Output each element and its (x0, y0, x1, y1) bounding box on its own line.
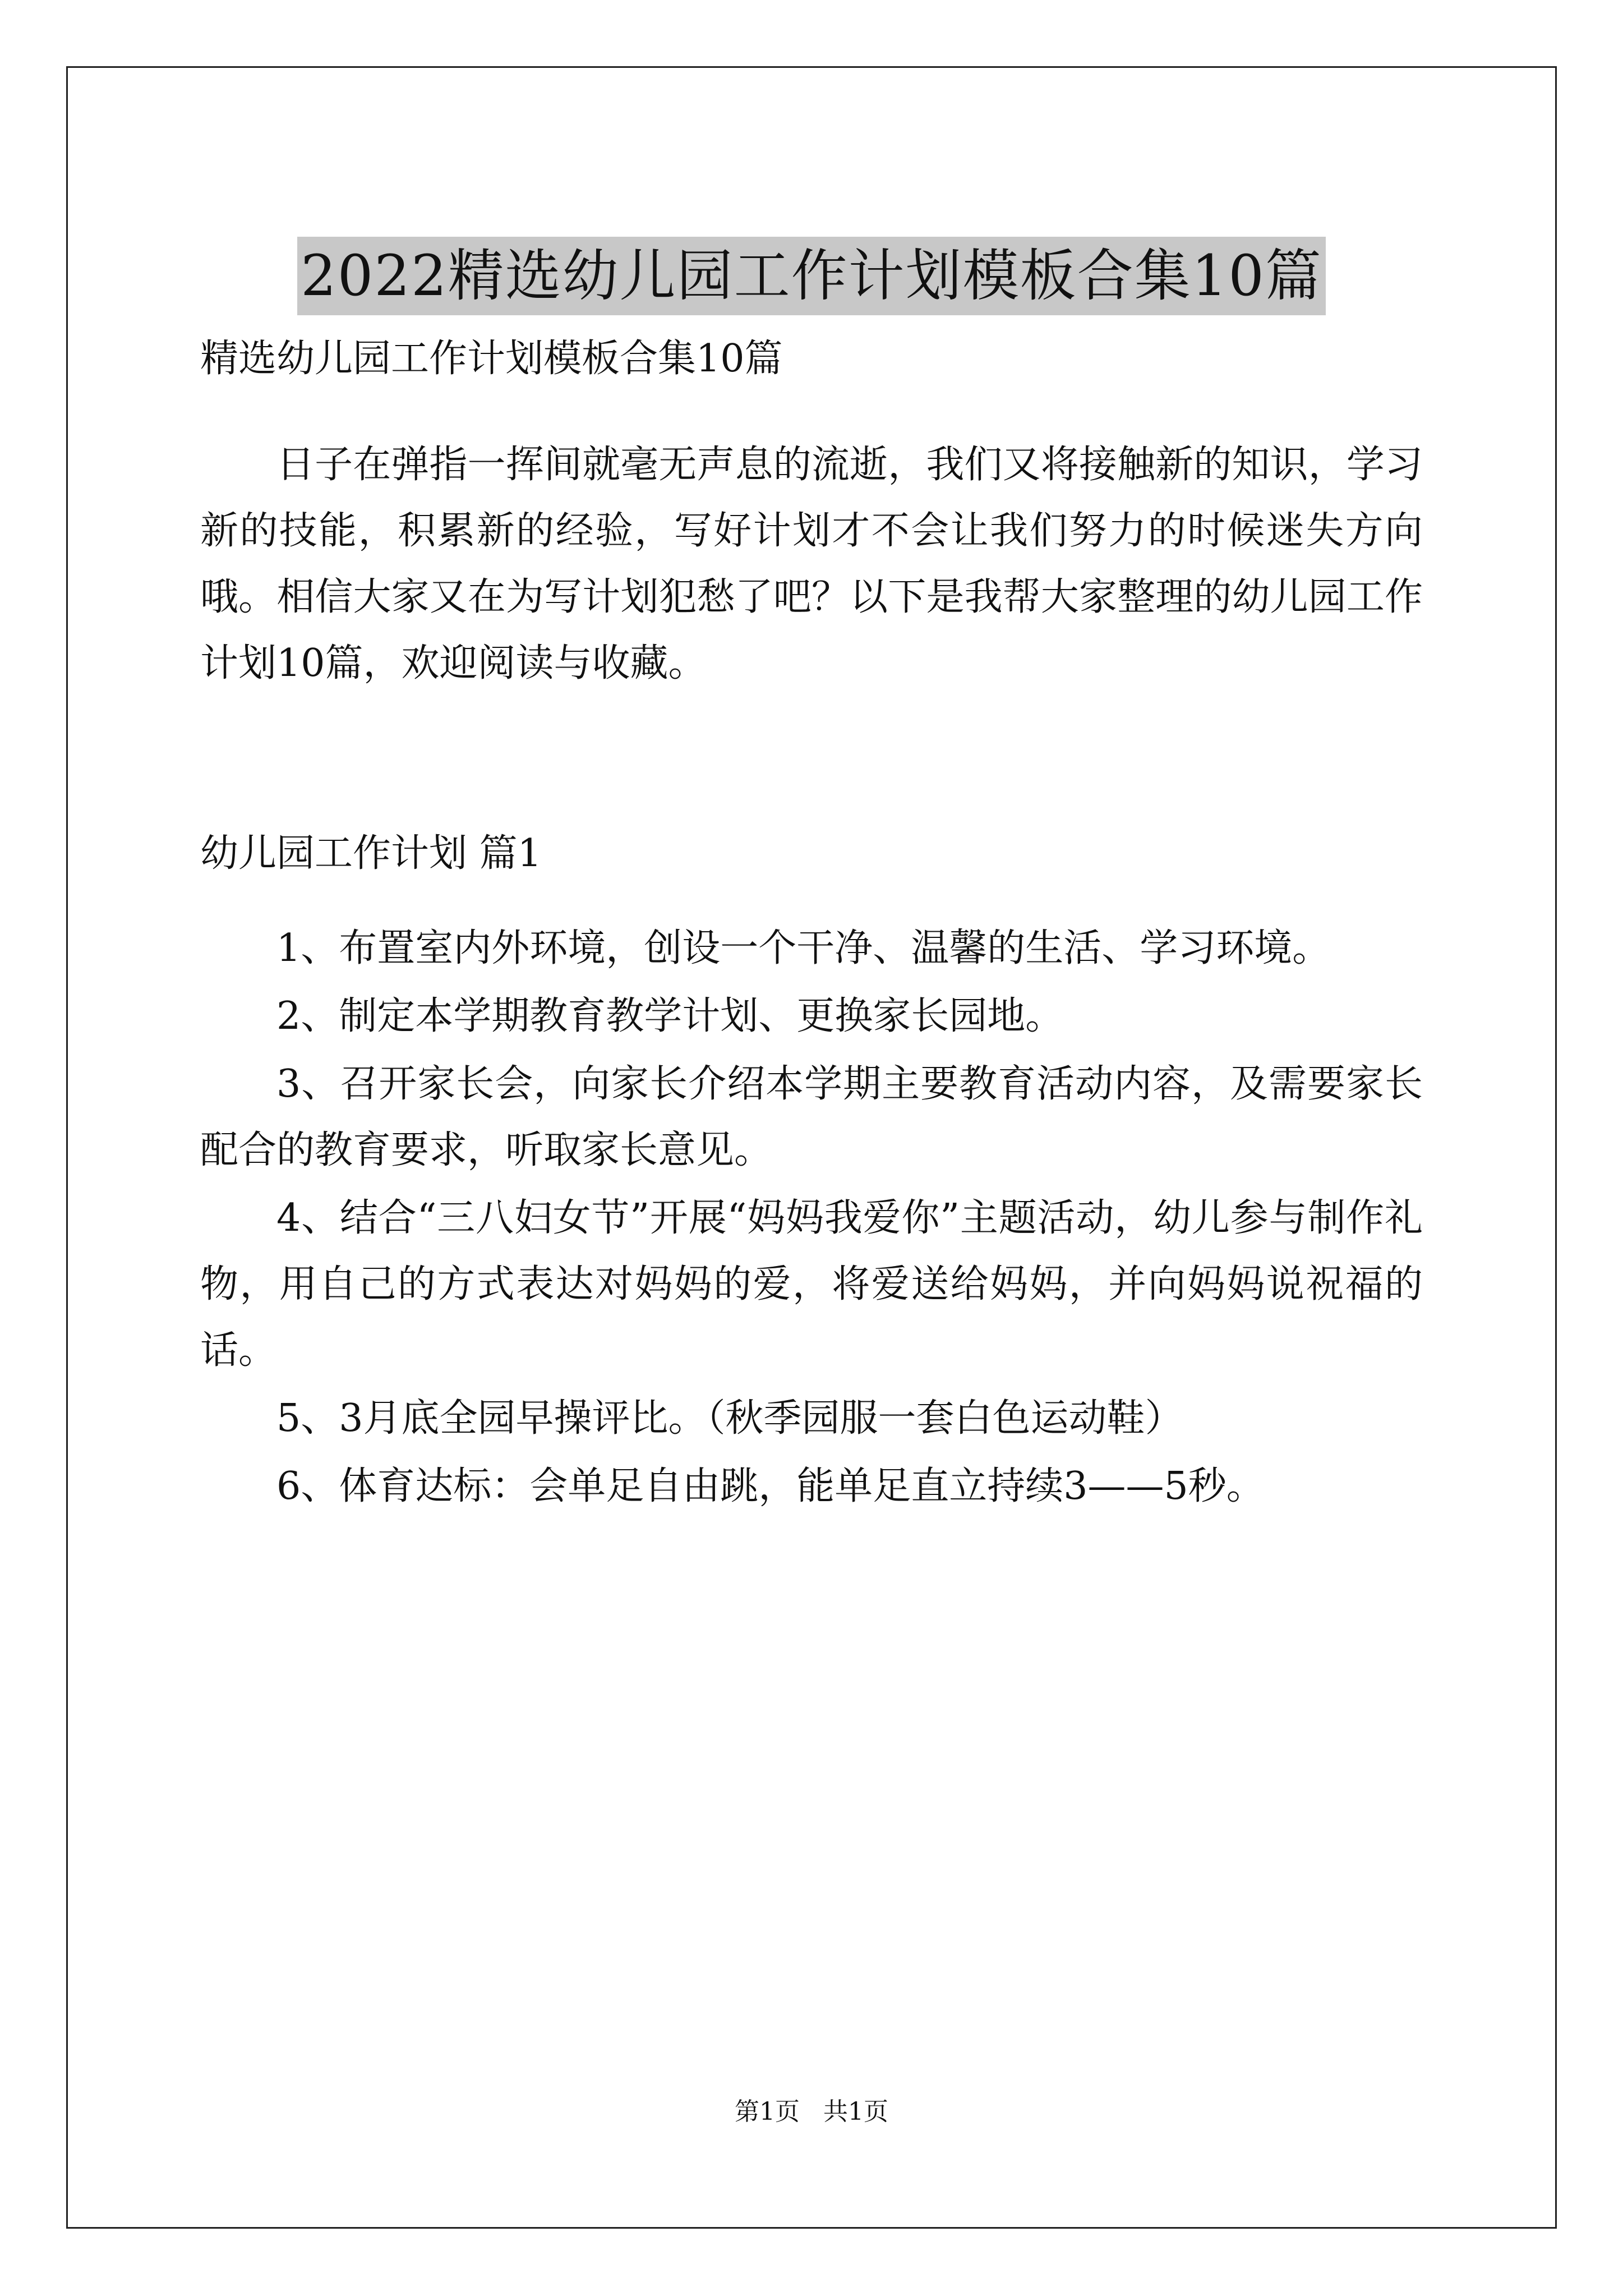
plan-item: 3、召开家长会，向家长介绍本学期主要教育活动内容，及需要家长配合的教育要求，听取家长意见。 (200, 1062, 1423, 1172)
plan-item: 5、3月底全园早操评比。（秋季园服一套白色运动鞋） (276, 1396, 1183, 1441)
plan-item-list (200, 915, 1423, 1520)
plan-item: 6、体育达标：会单足自由跳，能单足直立持续3——5秒。 (276, 1464, 1265, 1508)
document-title: 2022精选幼儿园工作计划模板合集10篇 (297, 237, 1326, 315)
plan-item: 4、结合“三八妇女节”开展“妈妈我爱你”主题活动，幼儿参与制作礼物，用自己的方式表达对妈妈的爱，将爱送给妈妈，并向妈妈说祝福的话。 (200, 1196, 1423, 1373)
plan-item: 1、布置室内外环境，创设一个干净、温馨的生活、学习环境。 (276, 926, 1331, 970)
intro-paragraph: 日子在弹指一挥间就毫无声息的流逝，我们又将接触新的知识，学习新的技能，积累新的经验，写好计划才不会让我们努力的时候迷失方向哦。相信大家又在为写计划犯愁了吧？以下是我帮大家整理的幼儿园工作计划10篇，欢迎阅读与收藏。 (200, 443, 1423, 685)
section-heading: 幼儿园工作计划 篇1 (200, 831, 542, 876)
document-subtitle: 精选幼儿园工作计划模板合集10篇 (200, 337, 783, 381)
plan-item: 2、制定本学期教育教学计划、更换家长园地。 (276, 994, 1064, 1038)
document-body (200, 199, 1423, 1521)
title-container (200, 199, 1423, 309)
page-footer: 第1页 共1页 (735, 2097, 888, 2126)
